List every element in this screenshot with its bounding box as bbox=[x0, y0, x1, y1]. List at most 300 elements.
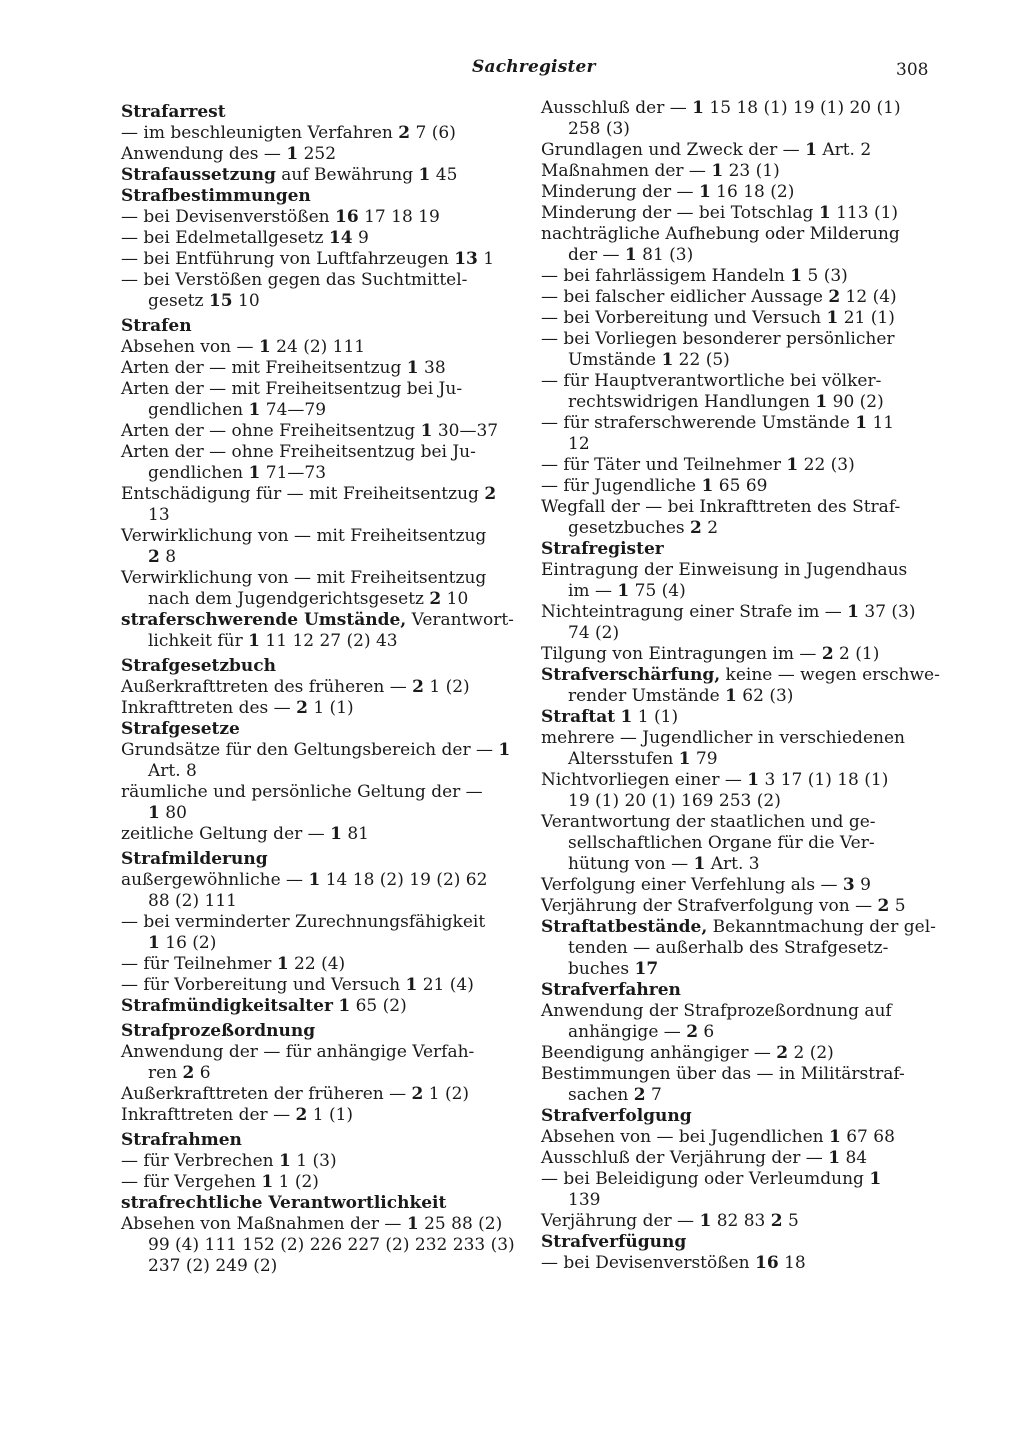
text: außergewöhnliche — bbox=[121, 870, 309, 890]
bold-text: 1 bbox=[847, 602, 859, 622]
text: — bei Devisenverstößen bbox=[541, 1253, 756, 1273]
text: 3 17 (1) 18 (1) bbox=[759, 770, 889, 790]
index-heading bbox=[121, 996, 521, 1017]
index-heading bbox=[541, 980, 941, 1001]
text: gesetz bbox=[148, 291, 209, 311]
index-entry bbox=[121, 337, 521, 358]
text: 22 (4) bbox=[288, 954, 346, 974]
text: Arten der — mit Freiheitsentzug bbox=[121, 358, 407, 378]
index-heading bbox=[121, 1193, 521, 1214]
text: mehrere — Jugendlicher in verschiedenen bbox=[541, 728, 905, 748]
index-heading bbox=[121, 316, 521, 337]
index-entry bbox=[541, 266, 941, 287]
bold-text: 2 bbox=[686, 1022, 699, 1042]
text: keine — wegen erschwe- bbox=[720, 665, 940, 685]
index-entry bbox=[121, 782, 521, 803]
text: Arten der — mit Freiheitsentzug bei Ju- bbox=[121, 379, 463, 399]
text: 1 (3) bbox=[290, 1151, 337, 1171]
bold-text: Strafverfahren bbox=[541, 980, 681, 1000]
text: 139 bbox=[568, 1190, 601, 1210]
bold-text: 2 bbox=[821, 644, 834, 664]
text: 1 (2) bbox=[273, 1172, 319, 1192]
text: 75 (4) bbox=[629, 581, 686, 601]
index-entry bbox=[121, 1105, 521, 1126]
bold-text: Strafregister bbox=[541, 539, 664, 559]
text: 15 18 (1) 19 (1) 20 (1) bbox=[704, 98, 901, 118]
bold-text: 13 bbox=[454, 249, 478, 269]
text: Art. 3 bbox=[705, 854, 760, 874]
text: sachen bbox=[568, 1085, 634, 1105]
text: tenden — außerhalb des Strafgesetz- bbox=[568, 938, 889, 958]
bold-text: 1 bbox=[818, 203, 831, 223]
text: 65 (2) bbox=[350, 996, 407, 1016]
bold-text: Strafgesetze bbox=[121, 719, 240, 739]
text: 11 bbox=[867, 413, 895, 433]
index-entry-continuation bbox=[541, 245, 941, 266]
index-entry bbox=[541, 497, 941, 518]
text: 252 bbox=[298, 144, 337, 164]
text: Verantwort- bbox=[406, 610, 514, 630]
bold-text: 1 bbox=[406, 1214, 419, 1234]
index-heading bbox=[541, 917, 941, 938]
index-entry bbox=[541, 1148, 941, 1169]
index-entry bbox=[541, 644, 941, 665]
bold-text: 1 bbox=[338, 996, 351, 1016]
running-header-title: Sachregister bbox=[472, 57, 596, 77]
bold-text: 1 bbox=[692, 98, 705, 118]
text: — für Täter und Teilnehmer bbox=[541, 455, 787, 475]
text: 7 (6) bbox=[410, 123, 456, 143]
text: auf Bewährung bbox=[275, 165, 419, 185]
index-entry bbox=[541, 308, 941, 329]
text: Bestimmungen über das — in Militärstraf- bbox=[541, 1064, 905, 1084]
bold-text: 1 bbox=[725, 686, 737, 706]
text: 1 (2) bbox=[423, 1084, 470, 1104]
text: 1 (1) bbox=[307, 698, 354, 718]
index-entry bbox=[541, 1064, 941, 1085]
bold-text: 1 bbox=[406, 358, 419, 378]
index-entry bbox=[121, 975, 521, 996]
text: — bei verminderter Zurechnungsfähigkeit bbox=[121, 912, 486, 932]
bold-text: Strafbestimmungen bbox=[121, 186, 311, 206]
text: Ausschluß der Verjährung der — bbox=[541, 1148, 829, 1168]
text: 45 bbox=[430, 165, 458, 185]
bold-text: Straftatbestände, bbox=[541, 917, 708, 937]
bold-text: 1 bbox=[699, 1211, 712, 1231]
text: Grundlagen und Zweck der — bbox=[541, 140, 806, 160]
text: 5 (3) bbox=[802, 266, 848, 286]
text: 12 (4) bbox=[840, 287, 897, 307]
text: — bei Devisenverstößen bbox=[121, 207, 336, 227]
bold-text: 1 bbox=[308, 870, 321, 890]
text: im — bbox=[568, 581, 618, 601]
text: Minderung der — bbox=[541, 182, 699, 202]
bold-text: Strafrahmen bbox=[121, 1130, 242, 1150]
text: 7 bbox=[645, 1085, 662, 1105]
text: 74—79 bbox=[260, 400, 327, 420]
index-entry bbox=[541, 203, 941, 224]
text: Entschädigung für — mit Freiheitsentzug bbox=[121, 484, 485, 504]
index-entry bbox=[121, 1151, 521, 1172]
bold-text: 1 bbox=[855, 413, 868, 433]
bold-text: 1 bbox=[698, 182, 711, 202]
text: render Umstände bbox=[568, 686, 726, 706]
text: 80 bbox=[159, 803, 187, 823]
text: Außerkrafttreten der früheren — bbox=[121, 1084, 412, 1104]
bold-text: 1 bbox=[711, 161, 724, 181]
bold-text: 2 bbox=[828, 287, 841, 307]
text: Beendigung anhängiger — bbox=[541, 1043, 777, 1063]
text: lichkeit für bbox=[148, 631, 249, 651]
bold-text: 1 bbox=[498, 740, 511, 760]
bold-text: 2 bbox=[877, 896, 890, 916]
index-entry bbox=[541, 728, 941, 749]
text: — für straferschwerende Umstände bbox=[541, 413, 856, 433]
text: 79 bbox=[690, 749, 718, 769]
index-entry bbox=[121, 698, 521, 719]
bold-text: 1 bbox=[248, 400, 261, 420]
text: 2 (1) bbox=[833, 644, 880, 664]
text: Art. 2 bbox=[816, 140, 872, 160]
index-entry-continuation bbox=[541, 686, 941, 707]
text: Inkrafttreten der — bbox=[121, 1105, 296, 1125]
bold-text: 2 bbox=[770, 1211, 783, 1231]
text: 81 bbox=[341, 824, 369, 844]
index-entry bbox=[541, 98, 941, 119]
index-entry bbox=[121, 144, 521, 165]
bold-text: 2 bbox=[296, 698, 308, 718]
index-entry bbox=[121, 824, 521, 845]
text: 99 (4) 111 152 (2) 226 227 (2) 232 233 (3) bbox=[148, 1235, 515, 1255]
text: — bei Vorliegen besonderer persönlicher bbox=[541, 329, 895, 349]
text: Verfolgung einer Verfehlung als — bbox=[541, 875, 843, 895]
text: Tilgung von Eintragungen im — bbox=[541, 644, 822, 664]
index-heading bbox=[121, 610, 521, 631]
text: Absehen von — bei Jugendlichen bbox=[541, 1127, 829, 1147]
text: 22 (5) bbox=[673, 350, 730, 370]
text: — für Hauptverantwortliche bei völker- bbox=[541, 371, 882, 391]
index-entry bbox=[121, 228, 521, 249]
text: gendlichen bbox=[148, 463, 249, 483]
text: Anwendung der — für anhängige Verfah- bbox=[121, 1042, 475, 1062]
index-entry bbox=[121, 1084, 521, 1105]
bold-text: 1 bbox=[624, 245, 637, 265]
bold-text: 14 bbox=[328, 228, 353, 248]
bold-text: 1 bbox=[405, 975, 418, 995]
text: nach dem Jugendgerichtsgesetz bbox=[148, 589, 430, 609]
text: — für Jugendliche bbox=[541, 476, 702, 496]
index-entry-continuation bbox=[541, 1085, 941, 1106]
text: Verantwortung der staatlichen und ge- bbox=[541, 812, 876, 832]
bold-text: 1 bbox=[330, 824, 342, 844]
text: 10 bbox=[232, 291, 260, 311]
bold-text: Straftat bbox=[541, 707, 616, 727]
index-entry bbox=[121, 912, 521, 933]
bold-text: 1 bbox=[828, 1148, 841, 1168]
bold-text: 1 bbox=[420, 421, 433, 441]
text: 88 (2) 111 bbox=[148, 891, 237, 911]
text: 22 (3) bbox=[798, 455, 855, 475]
text: 10 bbox=[441, 589, 469, 609]
text: 19 (1) 20 (1) 169 253 (2) bbox=[568, 791, 781, 811]
index-heading bbox=[121, 656, 521, 677]
text: hütung von — bbox=[568, 854, 694, 874]
bold-text: 1 bbox=[248, 631, 260, 651]
index-heading bbox=[121, 1130, 521, 1151]
index-entry-continuation bbox=[541, 833, 941, 854]
text: 16 18 (2) bbox=[710, 182, 795, 202]
bold-text: 2 bbox=[429, 589, 442, 609]
bold-text: 1 bbox=[418, 165, 431, 185]
text: 17 18 19 bbox=[358, 207, 440, 227]
index-entry bbox=[541, 329, 941, 350]
text: — für Verbrechen bbox=[121, 1151, 280, 1171]
text: nachträgliche Aufhebung oder Milderung bbox=[541, 224, 900, 244]
index-entry bbox=[541, 560, 941, 581]
index-entry bbox=[541, 602, 941, 623]
index-entry-continuation bbox=[121, 400, 521, 421]
text: Wegfall der — bei Inkrafttreten des Straf- bbox=[541, 497, 901, 517]
text: 13 bbox=[148, 505, 170, 525]
text: — bei Verstößen gegen das Suchtmittel- bbox=[121, 270, 468, 290]
bold-text: 2 bbox=[484, 484, 497, 504]
index-column-left bbox=[121, 98, 521, 1277]
text: 258 (3) bbox=[568, 119, 630, 139]
bold-text: 1 bbox=[786, 455, 799, 475]
bold-text: 2 bbox=[412, 677, 424, 697]
index-entry bbox=[541, 1043, 941, 1064]
bold-text: Strafmilderung bbox=[121, 849, 268, 869]
index-entry-continuation bbox=[541, 518, 941, 539]
bold-text: 1 bbox=[701, 476, 714, 496]
bold-text: 3 bbox=[842, 875, 855, 895]
text: 1 (1) bbox=[307, 1105, 354, 1125]
text: — für Teilnehmer bbox=[121, 954, 277, 974]
text: anhängige — bbox=[568, 1022, 687, 1042]
index-entry bbox=[541, 476, 941, 497]
text: 82 83 bbox=[711, 1211, 771, 1231]
bold-text: 2 bbox=[776, 1043, 789, 1063]
text: 65 69 bbox=[713, 476, 768, 496]
index-entry-continuation bbox=[121, 631, 521, 652]
bold-text: 1 bbox=[869, 1169, 882, 1189]
text: sellschaftlichen Organe für die Ver- bbox=[568, 833, 875, 853]
text: — bei Beleidigung oder Verleumdung bbox=[541, 1169, 870, 1189]
index-heading bbox=[541, 707, 941, 728]
text: 16 (2) bbox=[159, 933, 217, 953]
text: 5 bbox=[889, 896, 906, 916]
bold-text: 1 bbox=[790, 266, 803, 286]
index-entry bbox=[121, 249, 521, 270]
text: 8 bbox=[159, 547, 177, 567]
bold-text: 1 bbox=[279, 1151, 291, 1171]
text: Verwirklichung von — mit Freiheitsentzug bbox=[121, 568, 487, 588]
index-entry-continuation bbox=[541, 1190, 941, 1211]
bold-text: Strafaussetzung bbox=[121, 165, 276, 185]
text: zeitliche Geltung der — bbox=[121, 824, 331, 844]
text: Umstände bbox=[568, 350, 662, 370]
text: Verjährung der — bbox=[541, 1211, 700, 1231]
index-entry-continuation bbox=[541, 854, 941, 875]
index-entry bbox=[541, 161, 941, 182]
bold-text: 1 bbox=[148, 803, 160, 823]
index-entry bbox=[541, 371, 941, 392]
text: Absehen von Maßnahmen der — bbox=[121, 1214, 407, 1234]
index-entry bbox=[121, 870, 521, 891]
text: 9 bbox=[352, 228, 369, 248]
text: — für Vergehen bbox=[121, 1172, 262, 1192]
bold-text: 1 bbox=[828, 1127, 841, 1147]
text: 1 (2) bbox=[423, 677, 470, 697]
text: Arten der — ohne Freiheitsentzug bbox=[121, 421, 421, 441]
bold-text: 2 bbox=[690, 518, 702, 538]
text: 11 12 27 (2) 43 bbox=[260, 631, 398, 651]
text: rechtswidrigen Handlungen bbox=[568, 392, 816, 412]
index-entry-continuation bbox=[121, 761, 521, 782]
text: 2 bbox=[701, 518, 719, 538]
bold-text: strafrechtliche Verantwortlichkeit bbox=[121, 1193, 447, 1213]
bold-text: 2 bbox=[295, 1105, 308, 1125]
text: Absehen von — bbox=[121, 337, 259, 357]
text: ren bbox=[148, 1063, 183, 1083]
index-entry bbox=[541, 455, 941, 476]
text: 30—37 bbox=[432, 421, 499, 441]
index-heading bbox=[541, 539, 941, 560]
index-heading bbox=[121, 719, 521, 740]
index-entry-continuation bbox=[121, 547, 521, 568]
text: räumliche und persönliche Geltung der — bbox=[121, 782, 483, 802]
index-entry bbox=[541, 182, 941, 203]
text: — bei Edelmetallgesetz bbox=[121, 228, 329, 248]
bold-text: Strafgesetzbuch bbox=[121, 656, 276, 676]
text: 237 (2) 249 (2) bbox=[148, 1256, 278, 1276]
text: — für Vorbereitung und Versuch bbox=[121, 975, 406, 995]
index-entry-continuation bbox=[541, 434, 941, 455]
index-entry-continuation bbox=[121, 1256, 521, 1277]
bold-text: Strafprozeßordnung bbox=[121, 1021, 316, 1041]
index-heading bbox=[541, 1232, 941, 1253]
index-entry bbox=[541, 140, 941, 161]
text: Verwirklichung von — mit Freiheitsentzug bbox=[121, 526, 487, 546]
index-heading bbox=[541, 1106, 941, 1127]
text: Nichtvorliegen einer — bbox=[541, 770, 748, 790]
text: 21 (1) bbox=[838, 308, 895, 328]
text: 14 18 (2) 19 (2) 62 bbox=[320, 870, 488, 890]
index-entry-continuation bbox=[121, 463, 521, 484]
text: 1 bbox=[477, 249, 495, 269]
index-heading bbox=[121, 165, 521, 186]
bold-text: 2 bbox=[633, 1085, 646, 1105]
text: Bekanntmachung der gel- bbox=[707, 917, 936, 937]
text: gesetzbuches bbox=[568, 518, 691, 538]
bold-text: Strafen bbox=[121, 316, 192, 336]
bold-text: 15 bbox=[208, 291, 233, 311]
text: 62 (3) bbox=[736, 686, 794, 706]
index-entry bbox=[121, 526, 521, 547]
bold-text: 1 bbox=[815, 392, 828, 412]
text: — im beschleunigten Verfahren bbox=[121, 123, 399, 143]
index-entry bbox=[121, 442, 521, 463]
index-entry bbox=[121, 568, 521, 589]
bold-text: 1 bbox=[261, 1172, 274, 1192]
bold-text: 2 bbox=[148, 547, 160, 567]
text: 1 (1) bbox=[632, 707, 679, 727]
bold-text: 1 bbox=[276, 954, 289, 974]
index-entry-continuation bbox=[541, 791, 941, 812]
bold-text: 1 bbox=[258, 337, 271, 357]
index-entry bbox=[541, 875, 941, 896]
index-entry bbox=[541, 1127, 941, 1148]
text: Anwendung der Strafprozeßordnung auf bbox=[541, 1001, 892, 1021]
bold-text: 2 bbox=[398, 123, 411, 143]
text: 18 bbox=[778, 1253, 806, 1273]
text: Maßnahmen der — bbox=[541, 161, 712, 181]
index-entry-continuation bbox=[121, 1063, 521, 1084]
bold-text: 2 bbox=[182, 1063, 195, 1083]
index-entry bbox=[121, 1214, 521, 1235]
text: 6 bbox=[698, 1022, 715, 1042]
text: 24 (2) 111 bbox=[270, 337, 366, 357]
bold-text: 1 bbox=[693, 854, 706, 874]
index-entry-continuation bbox=[121, 933, 521, 954]
text: — bei fahrlässigem Handeln bbox=[541, 266, 791, 286]
index-entry bbox=[541, 1253, 941, 1274]
index-entry-continuation bbox=[121, 803, 521, 824]
text: 38 bbox=[418, 358, 446, 378]
bold-text: 1 bbox=[826, 308, 839, 328]
text: 37 (3) bbox=[858, 602, 916, 622]
text: 6 bbox=[194, 1063, 211, 1083]
bold-text: 1 bbox=[148, 933, 160, 953]
text: 12 bbox=[568, 434, 590, 454]
index-entry bbox=[121, 954, 521, 975]
text: 2 (2) bbox=[788, 1043, 834, 1063]
text: Grundsätze für den Geltungsbereich der — bbox=[121, 740, 499, 760]
index-entry-continuation bbox=[541, 1022, 941, 1043]
index-heading bbox=[541, 665, 941, 686]
text: Minderung der — bei Totschlag bbox=[541, 203, 819, 223]
bold-text: 2 bbox=[411, 1084, 424, 1104]
index-entry bbox=[541, 1169, 941, 1190]
index-entry-continuation bbox=[541, 350, 941, 371]
index-entry-continuation bbox=[121, 891, 521, 912]
bold-text: 1 bbox=[617, 581, 630, 601]
index-entry bbox=[121, 123, 521, 144]
bold-text: 1 bbox=[805, 140, 817, 160]
index-entry bbox=[541, 812, 941, 833]
text: 21 (4) bbox=[417, 975, 474, 995]
index-entry bbox=[541, 1001, 941, 1022]
text: der — bbox=[568, 245, 625, 265]
index-entry-continuation bbox=[541, 959, 941, 980]
bold-text: 1 bbox=[248, 463, 261, 483]
text: 71—73 bbox=[260, 463, 327, 483]
bold-text: 1 bbox=[620, 707, 633, 727]
bold-text: 1 bbox=[747, 770, 760, 790]
bold-text: 1 bbox=[286, 144, 299, 164]
index-entry bbox=[121, 270, 521, 291]
text: Altersstufen bbox=[568, 749, 679, 769]
index-heading bbox=[121, 102, 521, 123]
bold-text: 16 bbox=[335, 207, 359, 227]
index-entry bbox=[541, 896, 941, 917]
text: Anwendung des — bbox=[121, 144, 287, 164]
text: Inkrafttreten des — bbox=[121, 698, 297, 718]
index-entry bbox=[121, 484, 521, 505]
text: 67 68 bbox=[840, 1127, 895, 1147]
text: 25 88 (2) bbox=[418, 1214, 503, 1234]
text: Verjährung der Strafverfolgung von — bbox=[541, 896, 878, 916]
